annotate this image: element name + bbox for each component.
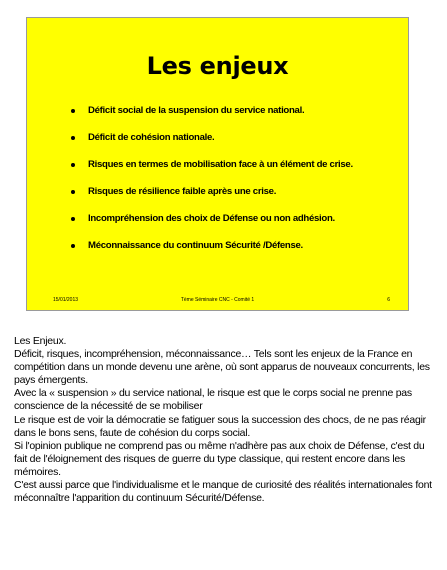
slide-title: Les enjeux — [146, 52, 289, 80]
bullet-dot-icon — [71, 244, 75, 248]
bullet-item — [71, 159, 396, 186]
bullet-text: Déficit de cohésion nationale. — [88, 132, 215, 143]
bullet-text: Méconnaissance du continuum Sécurité /Défense. — [88, 240, 303, 251]
bullet-item — [71, 132, 396, 159]
bullet-dot-icon — [71, 136, 75, 140]
footer-page-number: 6 — [387, 297, 390, 303]
notes-paragraph: Si l'opinion publique ne comprend pas ou même n'adhère pas aux choix de Défense, c'est du fait de l'éloignement des risques de guerre du type classique, qui restent encore dans les mémoires. — [14, 439, 425, 478]
notes-heading: Les Enjeux. — [14, 335, 67, 347]
bullet-item — [71, 213, 396, 240]
bullet-dot-icon — [71, 109, 75, 113]
notes-paragraph: C'est aussi parce que l'individualisme et le manque de curiosité des réalités internationales font méconnaître l'apparition du continuum Sécurité/Défense. — [14, 479, 432, 505]
bullet-dot-icon — [71, 217, 75, 221]
notes-paragraph: Déficit, risques, incompréhension, méconnaissance… Tels sont les enjeux de la France en compétition dans un monde devenu une arène, où sont apparus de nouveaux concurrents, les pays émergents. — [14, 348, 430, 387]
slide — [26, 17, 409, 311]
bullet-text: Risques de résilience faible après une crise. — [88, 186, 277, 197]
bullet-item — [71, 240, 396, 267]
speaker-notes — [14, 335, 439, 505]
bullet-item — [71, 105, 396, 132]
bullet-dot-icon — [71, 163, 75, 167]
bullet-text: Risques en termes de mobilisation face à un élément de crise. — [88, 159, 353, 170]
footer-date: 15/01/2013 — [53, 297, 79, 303]
bullet-dot-icon — [71, 190, 75, 194]
notes-paragraph: Le risque est de voir la démocratie se fatiguer sous la succession des chocs, de ne pas réagir dans le bons sens, faute de cohésion du corps social. — [14, 413, 426, 439]
bullet-text: Déficit social de la suspension du service national. — [88, 105, 305, 116]
bullet-item — [71, 186, 396, 213]
bullet-text: Incompréhension des choix de Défense ou non adhésion. — [88, 213, 335, 224]
notes-paragraph: Avec la « suspension » du service national, le risque est que le corps social ne prenne pas conscience de la nécessité de se mobiliser — [14, 387, 412, 413]
footer-caption: Tème Séminaire CNC - Comité 1 — [180, 297, 255, 303]
bullet-list — [71, 105, 396, 267]
